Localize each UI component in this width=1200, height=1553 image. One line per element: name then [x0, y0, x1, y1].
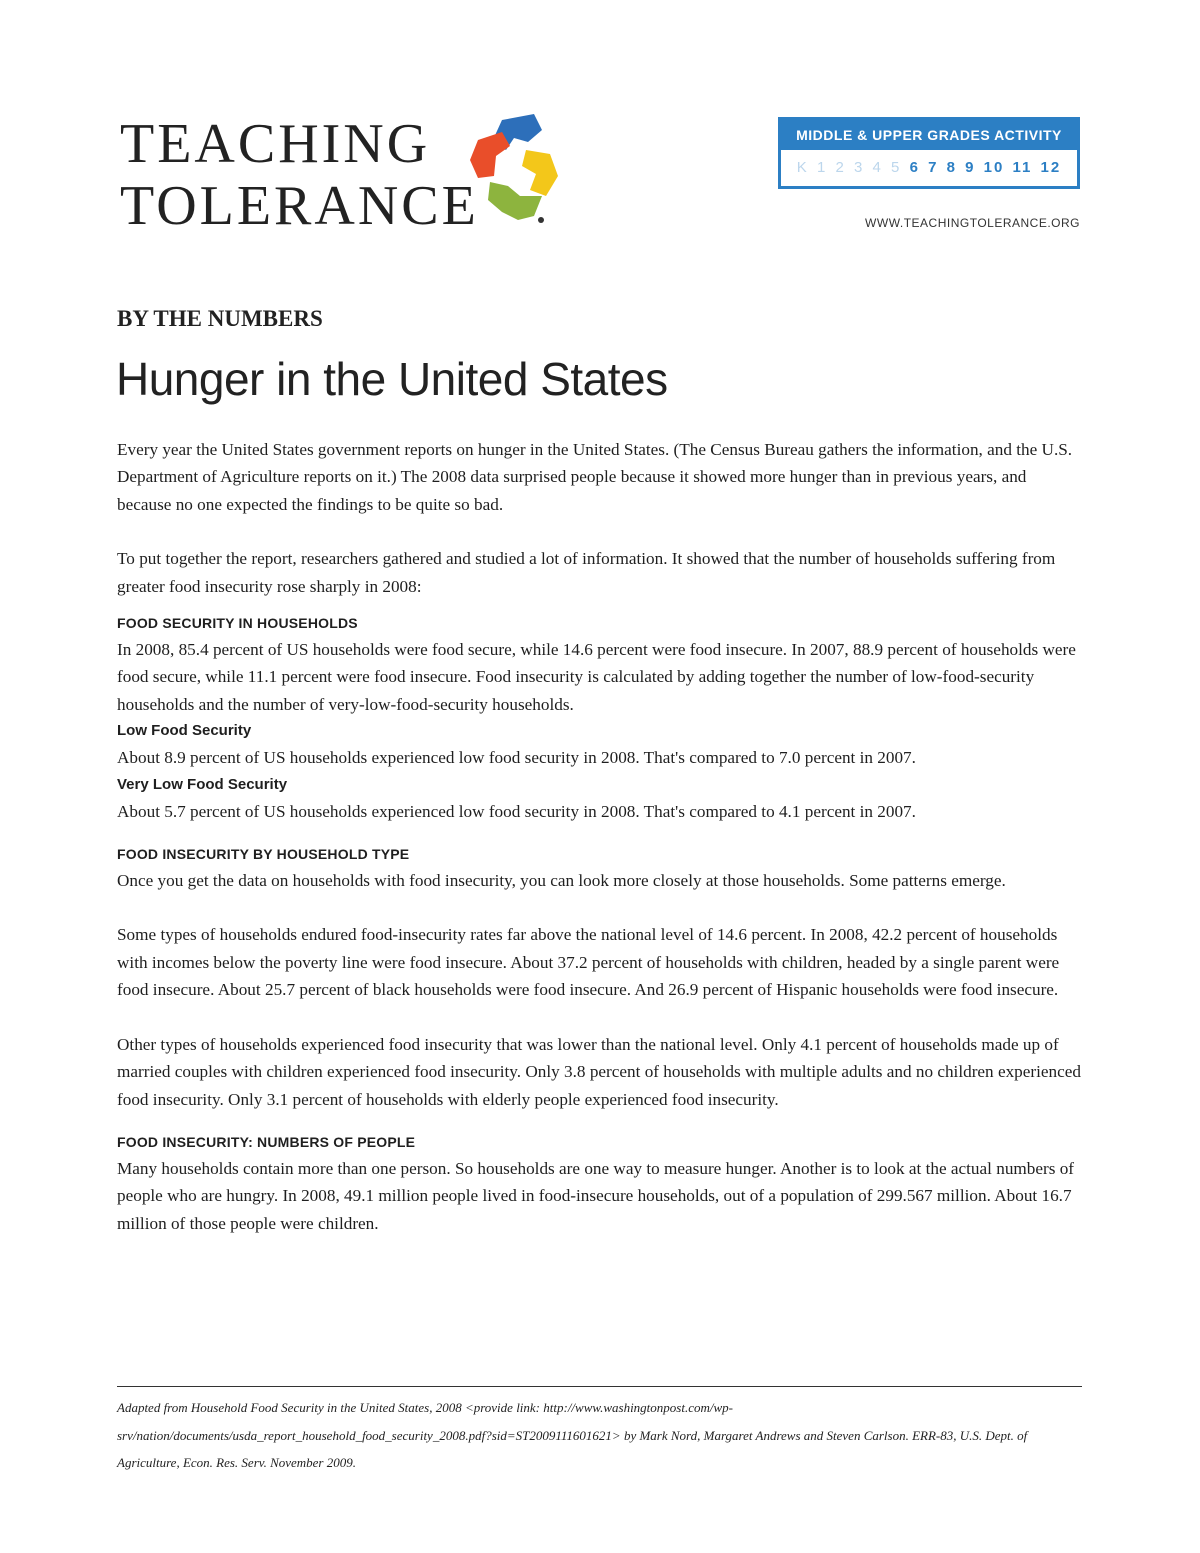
subheading-low-food-security: Low Food Security — [117, 722, 252, 740]
grade-3: 3 — [854, 159, 865, 176]
grade-box-title: MIDDLE & UPPER GRADES ACTIVITY — [781, 120, 1077, 150]
section3-paragraph-1: Many households contain more than one person. So households are one way to measure hunger. Another is to look at the actual numbers of people who are hungry. In 2008, 49.1 million people lived in food-insecure households, out of a population of 299.567 million. About 16.7 million of those people were children. — [117, 1158, 1075, 1233]
low-food-security-body: About 8.9 percent of US households experienced low food security in 2008. That's compared to 7.0 percent in 2007. — [117, 748, 916, 768]
section-heading-numbers-of-people: FOOD INSECURITY: NUMBERS OF PEOPLE — [117, 1133, 416, 1150]
section2-paragraph-1: Once you get the data on households with food insecurity, you can look more closely at those households. Some patterns emerge. — [117, 871, 1006, 891]
subheading-very-low-food-security: Very Low Food Security — [117, 775, 288, 793]
section-heading-food-security: FOOD SECURITY IN HOUSEHOLDS — [117, 615, 358, 632]
section2-paragraph-2: Some types of households endured food-insecurity rates far above the national level of 14.6 percent. In 2008, 42.2 percent of households with incomes below the poverty line were food insecure. About 37.2 percent of households with children, headed by a single parent were food insecure. About 25.7 percent of black households were food insecure. And 26.9 percent of Hispanic households were food insecure. — [117, 925, 1060, 1000]
eyebrow-label: BY THE NUMBERS — [117, 306, 323, 331]
grade-5: 5 — [891, 159, 902, 176]
hands-logo-icon — [450, 112, 565, 237]
grade-2: 2 — [835, 159, 846, 176]
grade-12: 12 — [1040, 159, 1062, 176]
grade-11: 11 — [1012, 159, 1033, 176]
article-body — [117, 436, 1082, 1237]
teaching-tolerance-logo[interactable] — [120, 112, 570, 237]
logo-wordmark-line2: TOLERANCE — [120, 175, 479, 237]
grade-7: 7 — [928, 159, 939, 176]
page-title: Hunger in the United States — [116, 353, 668, 405]
site-url-link[interactable]: WWW.TEACHINGTOLERANCE.ORG — [865, 216, 1080, 230]
grade-level-box — [778, 117, 1080, 189]
section1-body: In 2008, 85.4 percent of US households were food secure, while 14.6 percent were food insecure. In 2007, 88.9 percent of households were food secure, while 11.1 percent were food insecure. Food insecurity is calculated by adding together the number of low-food-security households and the number of very-low-food-security households. — [117, 640, 1076, 714]
very-low-food-security-body: About 5.7 percent of US households experienced low food security in 2008. That's compared to 4.1 percent in 2007. — [117, 801, 916, 821]
footer-divider — [117, 1386, 1082, 1387]
source-footnote: Adapted from Household Food Security in the United States, 2008 <provide link: http://www.washingtonpost.com/wp-srv/nation/documents/usda_report_household_food_security_2008.pdf?sid=ST2009111601621> by Mark Nord, Margaret Andrews and Steven Carlson. ERR-83, U.S. Dept. of Agriculture, Econ. Res. Serv. November 2009. — [117, 1400, 1028, 1470]
grade-6: 6 — [909, 159, 920, 176]
grade-10: 10 — [983, 159, 1005, 176]
grade-k: K — [796, 159, 809, 176]
intro-paragraph-2: To put together the report, researchers gathered and studied a lot of information. It showed that the number of households suffering from greater food insecurity rose sharply in 2008: — [117, 549, 1056, 596]
logo-wordmark-line1: TEACHING — [120, 113, 431, 175]
grade-1: 1 — [816, 159, 828, 176]
grade-levels — [781, 150, 1077, 186]
section-heading-household-type: FOOD INSECURITY BY HOUSEHOLD TYPE — [117, 846, 410, 863]
intro-paragraph-1: Every year the United States government reports on hunger in the United States. (The Census Bureau gathers the information, and the U.S. Department of Agriculture reports on it.) The 2008 data surprised people because it showed more hunger than in previous years, and because no one expected the findings to be quite so bad. — [117, 440, 1073, 514]
section2-paragraph-3: Other types of households experienced food insecurity that was lower than the national level. Only 4.1 percent of households made up of married couples with children experienced food insecurity. Only 3.8 percent of households with multiple adults and no children experienced food insecurity. Only 3.1 percent of households with elderly people experienced food insecurity. — [117, 1034, 1081, 1109]
grade-8: 8 — [946, 159, 957, 176]
grade-9: 9 — [965, 159, 976, 176]
grade-4: 4 — [872, 159, 883, 176]
